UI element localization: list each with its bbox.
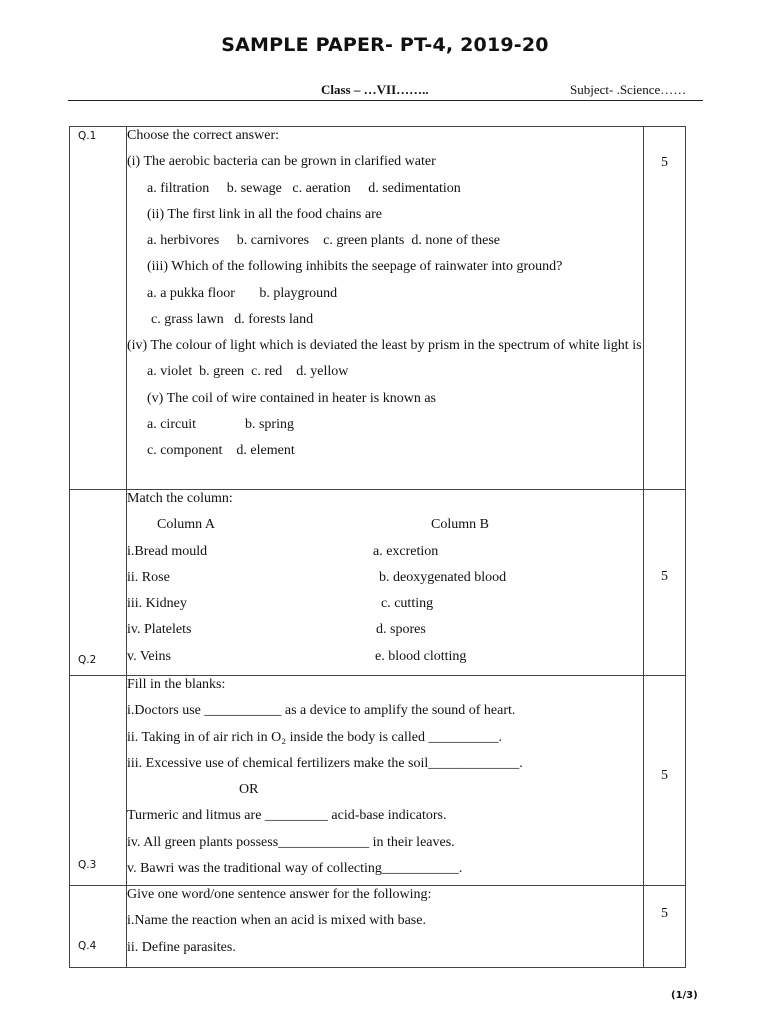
question-body (127, 490, 644, 676)
blank-item: v. Bawri was the traditional way of collecting___________. (127, 861, 463, 877)
column-b-item: d. spores (376, 622, 426, 638)
column-b-item: c. cutting (381, 596, 434, 612)
column-a-item: i.Bread mould (127, 543, 208, 559)
question-number-cell (70, 676, 127, 886)
question-number: Q.1 (78, 130, 97, 142)
question-text: (i) The aerobic bacteria can be grown in clarified water (127, 154, 436, 170)
question-body (127, 676, 644, 886)
option-line: c. grass lawn d. forests land (151, 312, 314, 328)
question-number-cell (70, 886, 127, 968)
column-a-item: iv. Platelets (127, 622, 192, 638)
question-row-1 (70, 127, 686, 490)
option-line: a. violet b. green c. red d. yellow (147, 364, 349, 380)
marks-cell (644, 676, 686, 886)
question-table (69, 126, 686, 968)
match-pair (127, 644, 643, 670)
paper-title: SAMPLE PAPER- PT-4, 2019-20 (221, 34, 549, 56)
class-label: Class – …VII…….. (321, 82, 429, 97)
match-pair (127, 539, 643, 565)
question-text: (ii) The first link in all the food chains are (147, 206, 382, 222)
marks-cell (644, 886, 686, 968)
marks-value: 5 (661, 768, 668, 783)
question-text: Fill in the blanks: (127, 677, 226, 692)
match-title: Match the column: (127, 491, 233, 506)
question-row-2 (70, 490, 686, 676)
question-text: Give one word/one sentence answer for the following: (127, 887, 432, 902)
column-headers (127, 512, 643, 538)
option-line: a. herbivores b. carnivores c. green plants d. none of these (147, 233, 500, 249)
question-number: Q.4 (78, 940, 97, 952)
column-a-item: iii. Kidney (127, 596, 187, 612)
option-line: a. filtration b. sewage c. aeration d. sedimentation (147, 180, 461, 196)
question-body (127, 886, 644, 968)
marks-cell (644, 490, 686, 676)
column-a-item: v. Veins (127, 648, 171, 664)
question-text: (v) The coil of wire contained in heater is known as (147, 390, 436, 406)
question-number: Q.3 (78, 859, 97, 871)
option-line: a. circuit b. spring (147, 416, 294, 432)
subject-label: Subject- .Science…… (570, 82, 687, 97)
header-rule (68, 100, 703, 101)
question-number-cell (70, 490, 127, 676)
column-a-item: ii. Rose (127, 569, 170, 585)
or-divider: OR (239, 782, 259, 798)
blank-item: Turmeric and litmus are _________ acid-base indicators. (127, 808, 447, 824)
question-number: Q.2 (78, 654, 97, 666)
column-b-item: e. blood clotting (375, 648, 467, 664)
column-a-header: Column A (157, 517, 215, 533)
marks-cell (644, 127, 686, 490)
blank-item: iii. Excessive use of chemical fertilizers make the soil_____________. (127, 755, 523, 771)
marks-value: 5 (661, 906, 668, 921)
option-line: a. a pukka floor b. playground (147, 285, 338, 301)
option-line: c. component d. element (147, 443, 295, 459)
blank-item: ii. Taking in of air rich in O₂ inside the body is called __________. (127, 729, 502, 745)
question-text: Choose the correct answer: (127, 128, 279, 143)
question-row-4 (70, 886, 686, 968)
marks-value: 5 (661, 569, 668, 584)
match-pair (127, 591, 643, 617)
column-b-item: a. excretion (373, 543, 439, 559)
page-number: (1/3) (671, 990, 698, 1001)
blank-item: i.Doctors use ___________ as a device to amplify the sound of heart. (127, 703, 516, 719)
match-pair (127, 617, 643, 643)
match-pair (127, 565, 643, 591)
question-number-cell (70, 127, 127, 490)
column-b-header: Column B (431, 517, 489, 533)
column-b-item: b. deoxygenated blood (379, 569, 507, 585)
question-text: (iii) Which of the following inhibits the seepage of rainwater into ground? (147, 259, 563, 275)
question-text: i.Name the reaction when an acid is mixed with base. (127, 913, 426, 929)
marks-value: 5 (661, 155, 668, 170)
question-text: (iv) The colour of light which is deviated the least by prism in the spectrum of white light is (127, 338, 642, 354)
question-body (127, 127, 644, 490)
question-text: ii. Define parasites. (127, 939, 236, 955)
blank-item: iv. All green plants possess_____________ in their leaves. (127, 834, 455, 850)
question-row-3 (70, 676, 686, 886)
